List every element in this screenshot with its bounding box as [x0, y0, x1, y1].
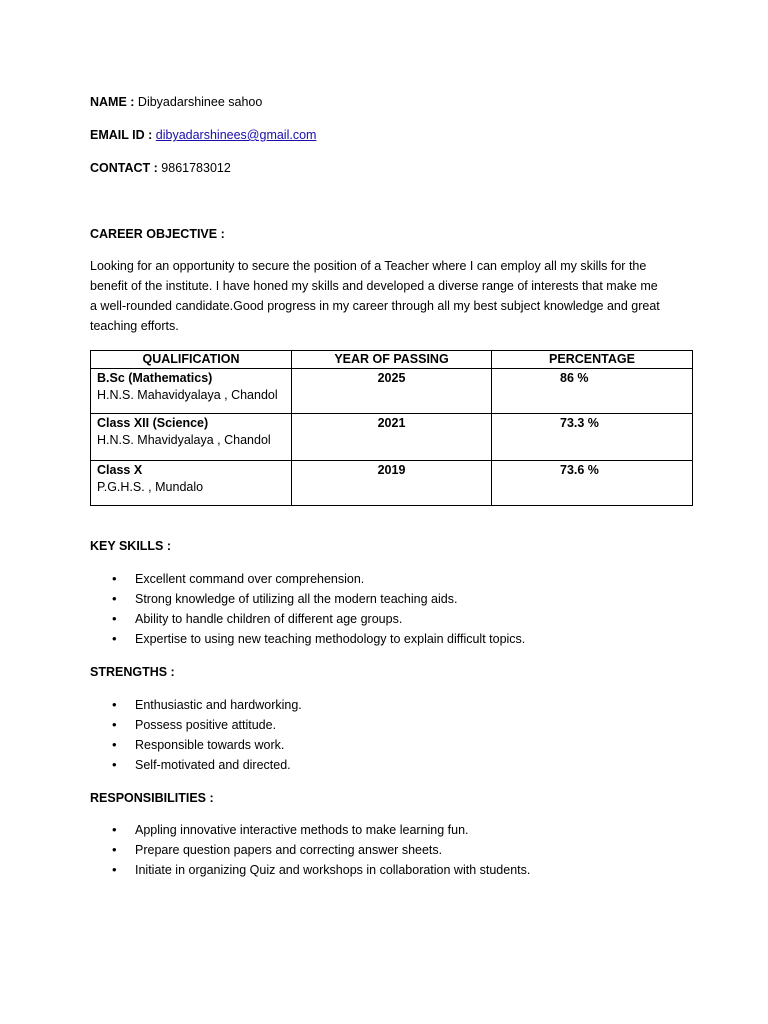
bullet-icon: •: [112, 631, 117, 646]
table-row: [91, 461, 693, 506]
career-objective-heading: CAREER OBJECTIVE :: [90, 227, 225, 241]
list-item: [90, 591, 525, 611]
qualification-cell: [91, 461, 292, 506]
institute-name: H.N.S. Mahavidyalaya , Chandol: [97, 388, 278, 402]
year-cell: 2019: [292, 461, 492, 506]
list-item: [90, 571, 525, 591]
contact-label: CONTACT :: [90, 161, 158, 175]
name-line: [90, 94, 262, 110]
strengths-list: [90, 697, 302, 777]
responsibility-text: Initiate in organizing Quiz and workshops in collaboration with students.: [135, 863, 531, 877]
strength-text: Possess positive attitude.: [135, 718, 277, 732]
percentage-cell: 73.6 %: [492, 461, 693, 506]
qualification-cell: [91, 414, 292, 461]
key-skills-list: [90, 571, 525, 651]
bullet-icon: •: [112, 591, 117, 606]
bullet-icon: •: [112, 862, 117, 877]
email-line: [90, 127, 316, 143]
bullet-icon: •: [112, 717, 117, 732]
strength-text: Responsible towards work.: [135, 738, 285, 752]
strength-text: Self-motivated and directed.: [135, 758, 291, 772]
qualification-cell: [91, 369, 292, 414]
year-cell: 2021: [292, 414, 492, 461]
career-objective-line: Looking for an opportunity to secure the position of a Teacher where I can employ all my skills for the: [90, 259, 647, 273]
list-item: [90, 737, 302, 757]
bullet-icon: •: [112, 737, 117, 752]
responsibility-text: Appling innovative interactive methods to make learning fun.: [135, 823, 469, 837]
list-item: [90, 822, 530, 842]
bullet-icon: •: [112, 697, 117, 712]
career-objective-line: teaching efforts.: [90, 319, 179, 333]
bullet-icon: •: [112, 757, 117, 772]
key-skills-heading: KEY SKILLS :: [90, 539, 172, 553]
career-objective-line: a well-rounded candidate.Good progress in my career through all my best subject knowledge and great: [90, 299, 660, 313]
email-label: EMAIL ID :: [90, 128, 153, 142]
percentage-cell: 86 %: [492, 369, 693, 414]
list-item: [90, 717, 302, 737]
name-value: Dibyadarshinee sahoo: [134, 95, 263, 109]
strengths-heading: STRENGTHS :: [90, 665, 175, 679]
header-qualification: QUALIFICATION: [91, 351, 292, 369]
qualification-table: [90, 350, 693, 506]
career-objective-paragraph: [90, 256, 690, 336]
list-item: [90, 757, 302, 777]
table-row: [91, 369, 693, 414]
bullet-icon: •: [112, 571, 117, 586]
bullet-icon: •: [112, 822, 117, 837]
email-link[interactable]: dibyadarshinees@gmail.com: [155, 128, 317, 142]
header-year-of-passing: YEAR OF PASSING: [292, 351, 492, 369]
key-skill-text: Ability to handle children of different age groups.: [135, 612, 403, 626]
key-skill-text: Expertise to using new teaching methodology to explain difficult topics.: [135, 632, 526, 646]
responsibilities-list: [90, 822, 530, 882]
list-item: [90, 842, 530, 862]
strength-text: Enthusiastic and hardworking.: [135, 698, 302, 712]
name-label: NAME :: [90, 95, 135, 109]
institute-name: H.N.S. Mhavidyalaya , Chandol: [97, 433, 271, 447]
degree-name: Class XII (Science): [97, 416, 209, 430]
contact-line: [90, 160, 231, 176]
responsibility-text: Prepare question papers and correcting answer sheets.: [135, 843, 443, 857]
degree-name: B.Sc (Mathematics): [97, 371, 213, 385]
contact-value: 9861783012: [157, 161, 231, 175]
list-item: [90, 631, 525, 651]
career-objective-line: benefit of the institute. I have honed my skills and developed a diverse range of interests that make me: [90, 279, 658, 293]
degree-name: Class X: [97, 463, 143, 477]
list-item: [90, 611, 525, 631]
list-item: [90, 697, 302, 717]
table-header-row: [91, 351, 693, 369]
responsibilities-heading: RESPONSIBILITIES :: [90, 791, 214, 805]
key-skill-text: Excellent command over comprehension.: [135, 572, 365, 586]
bullet-icon: •: [112, 842, 117, 857]
year-cell: 2025: [292, 369, 492, 414]
institute-name: P.G.H.S. , Mundalo: [97, 480, 204, 494]
percentage-cell: 73.3 %: [492, 414, 693, 461]
key-skill-text: Strong knowledge of utilizing all the modern teaching aids.: [135, 592, 458, 606]
list-item: [90, 862, 530, 882]
table-row: [91, 414, 693, 461]
bullet-icon: •: [112, 611, 117, 626]
header-percentage: PERCENTAGE: [492, 351, 693, 369]
